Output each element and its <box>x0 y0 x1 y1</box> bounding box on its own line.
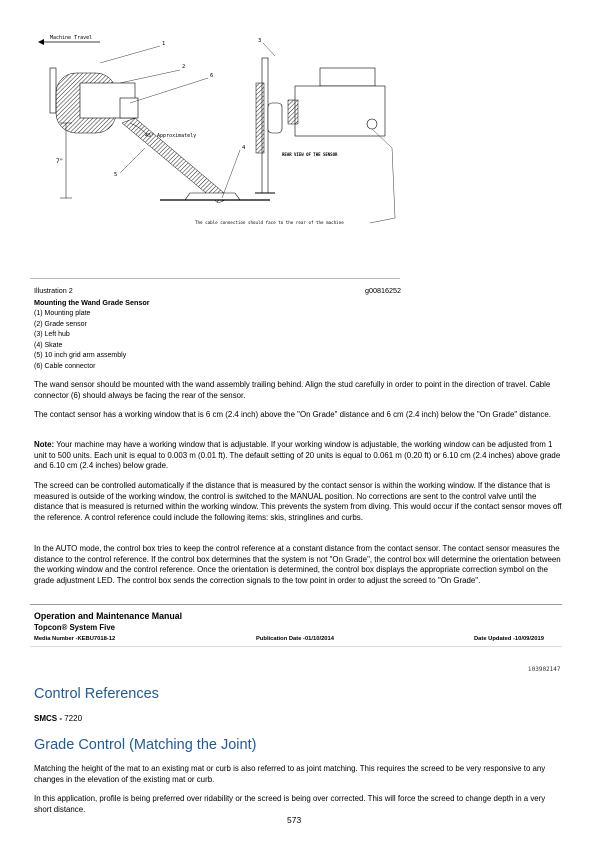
heading-control-references: Control References <box>34 686 159 702</box>
callout-2: 2 <box>182 64 186 70</box>
callout-1: 1 <box>162 41 166 47</box>
wand-sensor-illustration <box>30 28 410 263</box>
note-text: Your machine may have a working window that is adjustable. If your working window is adjustable, the working window can be adjusted from 1 unit to 500 units. Each unit is equal to 0.003 m (0.01 ft). The default setting of 20 units is equal to 0.061 m (0.20 ft) or 6.10 cm (2.4 inches) above grade and 6.10 cm (2.4 inches) below grade. <box>34 440 561 471</box>
figure-divider <box>30 278 400 279</box>
callout-6: 6 <box>210 73 214 79</box>
page-number: 573 <box>287 815 302 825</box>
paragraph-joint-matching: Matching the height of the mat to an existing mat or curb is also referred to as joint matching. This requires the screed to be very responsive to any changes in the elevation of the existing mat or curb. <box>34 764 546 784</box>
height-label: 7" <box>56 158 64 165</box>
paragraph-wand-mounting: The wand sensor should be mounted with the wand assembly trailing behind. Align the stud carefully in order to point in the direction of travel. Cable connector (6) should always be facing the rear of the sensor. <box>34 380 551 400</box>
angle-label: 45° Approximately <box>145 133 197 139</box>
callout-5: 5 <box>114 172 118 178</box>
callout-4: 4 <box>242 145 246 151</box>
illustration-label: Illustration 2 <box>34 286 73 295</box>
list-item: (3) Left hub <box>34 331 70 338</box>
document-id: i03902147 <box>528 666 561 673</box>
smcs-value: 7220 <box>62 714 83 723</box>
smcs-label: SMCS - <box>34 714 62 723</box>
callout-list <box>34 309 126 372</box>
list-item: (5) 10 inch grid arm assembly <box>34 352 127 359</box>
paragraph-screed-control: The screed can be controlled automatically if the distance that is measured by the contact sensor is within the working window. If the distance that is measured is outside of the working window, the control is switched to the MANUAL position. No corrections are sent to the control valve until the distance that is measured is returned within the working window. This prevents the system from diving. This would occur if the contact sensor moves off the reference. A control reference could include the following items: skis, stringlines and curbs. <box>34 481 562 522</box>
manual-title: Operation and Maintenance Manual <box>34 611 183 621</box>
list-item: (2) Grade sensor <box>34 320 87 328</box>
list-item: (1) Mounting plate <box>34 310 91 317</box>
manual-subtitle: Topcon® System Five <box>34 623 115 632</box>
paragraph-auto-mode: In the AUTO mode, the control box tries to keep the control reference at a constant distance from the contact sensor. The contact sensor measures the distance to the control reference. If the control box determines that the system is not "On Grade", the control box will determine the orientation between the working window and the control reference. Once the orientation is determined, the control box displays the appropriate correction symbol on the grade adjustment LED. The control box sends the correction signals to the tow point in order to adjust the screed to "On Grade". <box>34 544 561 585</box>
paragraph-profile: In this application, profile is being preferred over ridability or the screed is being over corrected. This will force the screed to change depth in a very short distance. <box>34 794 546 814</box>
rear-view-label: REAR VIEW OF THE SENSOR <box>282 152 338 157</box>
note-label: Note: <box>34 440 55 449</box>
paragraph-note <box>34 440 562 472</box>
list-item: (4) Skate <box>34 341 63 349</box>
illustration-title: Mounting the Wand Grade Sensor <box>34 298 150 307</box>
list-item: (6) Cable connector <box>34 362 96 370</box>
machine-travel-label: Machine Travel <box>50 35 93 41</box>
date-updated: Date Updated -10/09/2019 <box>474 636 544 642</box>
publication-date: Publication Date -01/10/2014 <box>256 636 334 642</box>
media-number: Media Number -KEBU7018-12 <box>34 636 116 642</box>
smcs-code <box>34 714 82 723</box>
heading-grade-control: Grade Control (Matching the Joint) <box>34 737 257 753</box>
meta-divider <box>30 646 562 647</box>
illustration-id: g00816252 <box>365 286 401 295</box>
footer-divider <box>30 604 562 605</box>
cable-note: The cable connection should face to the rear of the machine <box>195 220 344 225</box>
paragraph-working-window: The contact sensor has a working window that is 6 cm (2.4 inch) above the "On Grade" distance and 6 cm (2.4 inch) below the "On Grade" distance. <box>34 410 551 419</box>
callout-3: 3 <box>258 38 262 44</box>
